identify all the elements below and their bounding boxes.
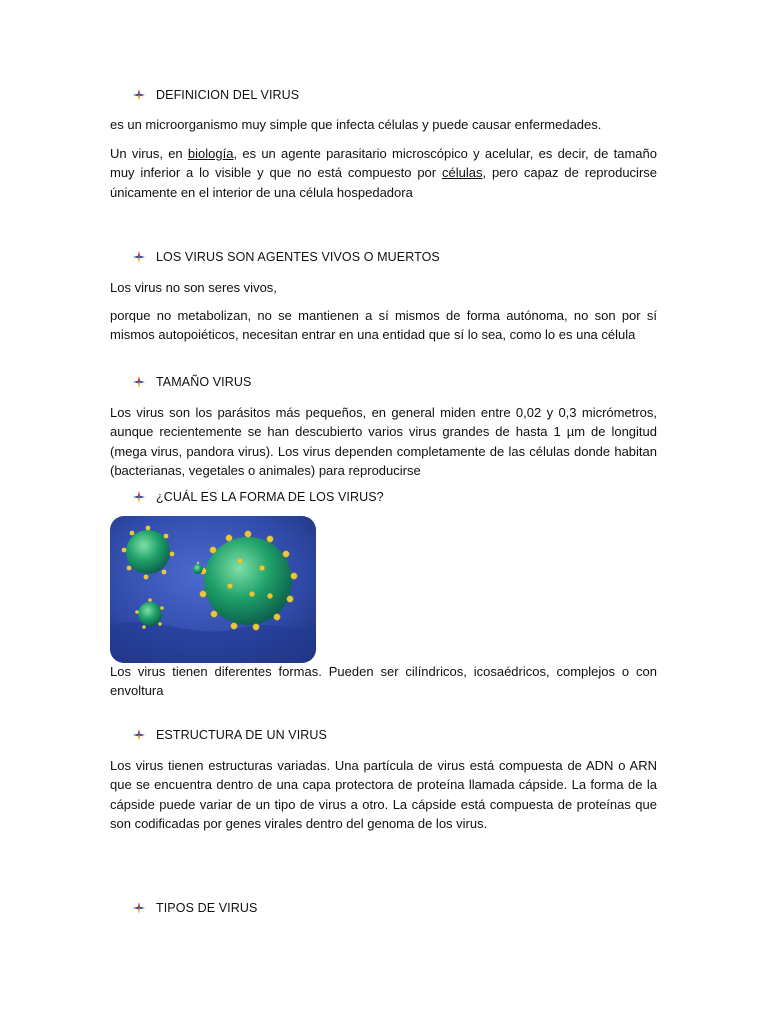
virus-illustration — [110, 516, 316, 663]
section-heading — [132, 728, 327, 742]
section-heading — [132, 490, 384, 504]
section-heading-text: LOS VIRUS SON AGENTES VIVOS O MUERTOS — [156, 250, 440, 264]
section-heading — [132, 901, 257, 915]
bullet-icon — [132, 490, 146, 504]
section-heading-text: ¿CUÁL ES LA FORMA DE LOS VIRUS? — [156, 490, 384, 504]
section-heading-text: TIPOS DE VIRUS — [156, 901, 258, 915]
bullet-icon — [132, 901, 146, 915]
paragraph: Los virus tienen diferentes formas. Pueden ser cilíndricos, icosaédricos, complejos o con envoltura — [110, 664, 657, 699]
section-heading — [132, 88, 299, 102]
section-heading-text: DEFINICION DEL VIRUS — [156, 88, 300, 102]
celulas-link[interactable]: células — [442, 165, 483, 181]
bullet-icon — [132, 728, 146, 742]
paragraph: porque no metabolizan, no se mantienen a sí mismos de forma autónoma, no son por sí mismos autopoiéticos, necesitan entrar en una entidad que sí lo sea, como lo es una célula — [110, 308, 657, 343]
paragraph: Los virus tienen estructuras variadas. Una partícula de virus está compuesta de ADN o ARN que se encuentra dentro de una capa protectora de proteína llamada cápside. La forma de la cápside puede variar de un tipo de virus a otro. La cápside está compuesta de proteínas que son codificadas por genes virales dentro del genoma de los virus. — [110, 758, 657, 831]
section-heading-text: TAMAÑO VIRUS — [156, 375, 252, 389]
bullet-icon — [132, 88, 146, 102]
section-heading — [132, 375, 251, 389]
paragraph: Un virus, en biología, es un agente parasitario microscópico y acelular, es decir, de tamaño muy inferior a lo visible y que no está compuesto por células, pero capaz de reproducirse únicamente en el interior de una célula hospedadora — [110, 146, 658, 200]
biologia-link[interactable]: biología — [187, 146, 234, 161]
bullet-icon — [132, 375, 146, 389]
paragraph: es un microorganismo muy simple que infecta células y puede causar enfermedades. — [110, 117, 602, 132]
paragraph: Los virus son los parásitos más pequeños, en general miden entre 0,02 y 0,3 micrómetros, aunque recientemente se han descubierto varios virus grandes de hasta 1 µm de longitud (mega virus, pandora virus). Los virus dependen completamente de las células donde habitan (bacterianas, vegetales o animales) para reproducirse — [110, 405, 657, 478]
section-heading — [132, 250, 440, 264]
paragraph: Los virus no son seres vivos, — [110, 280, 277, 295]
section-heading-text: ESTRUCTURA DE UN VIRUS — [156, 728, 327, 742]
bullet-icon — [132, 250, 146, 264]
